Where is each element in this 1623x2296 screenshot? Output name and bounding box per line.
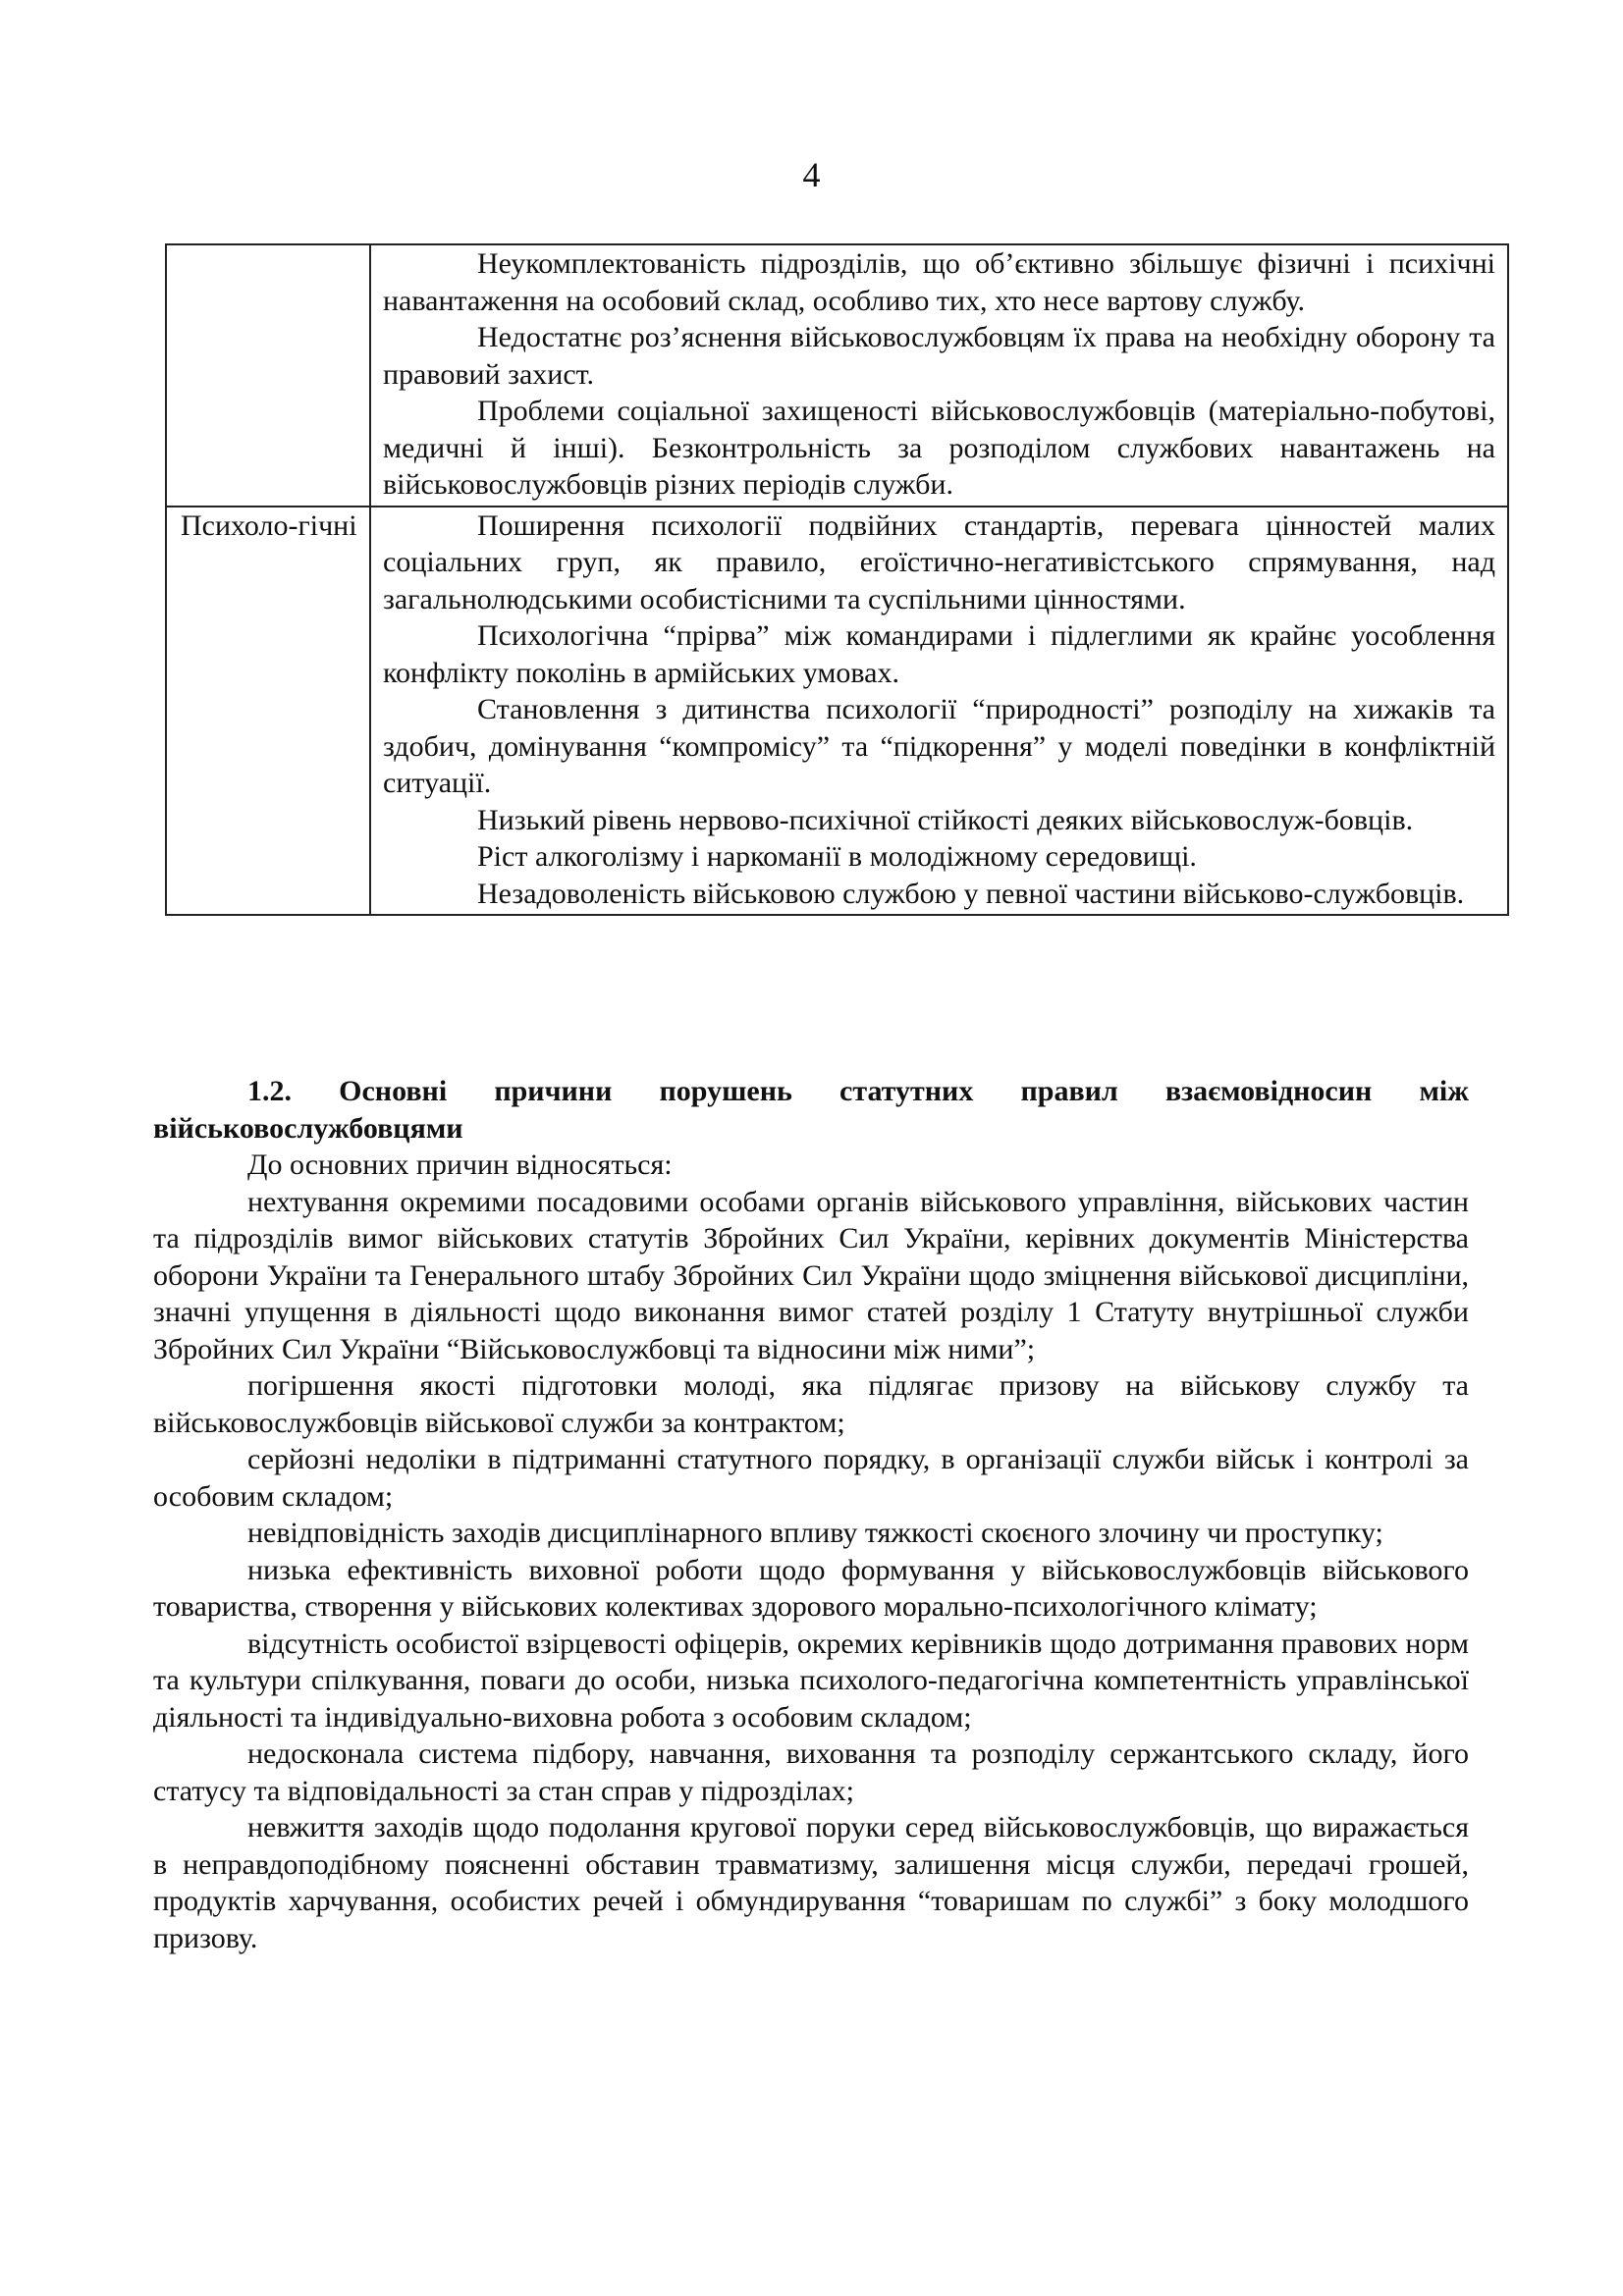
table-paragraph: Становлення з дитинства психології “природності” розподілу на хижаків та здобич, домінування “компромісу” та “підкорення” у моделі поведінки в конфліктній ситуації. xyxy=(383,693,1495,799)
page-number: 4 xyxy=(802,155,821,194)
table-paragraph: Незадоволеність військовою службою у певної частини військово-службовців. xyxy=(477,877,1465,910)
row-description xyxy=(370,244,1508,507)
table-paragraph: Проблеми соціальної захищеності військовослужбовців (матеріально-побутові, медичні й інші). Безконтрольність за розподілом службових навантажень на військовослужбовців різних періодів служби. xyxy=(383,395,1495,501)
row-category-label: Психоло-гічні xyxy=(166,507,370,916)
table-paragraph: Неукомплектованість підрозділів, що об’єктивно збільшує фізичні і психічні навантаження на особовий склад, особливо тих, хто несе вартову службу. xyxy=(383,247,1495,317)
row-description xyxy=(370,507,1508,916)
section-paragraph: недосконала система підбору, навчання, виховання та розподілу сержантського складу, його статусу та відповідальності за стан справ у підрозділах; xyxy=(153,1737,1469,1807)
section-paragraph: нехтування окремими посадовими особами органів військового управління, військових частин та підрозділів вимог військових статутів Збройних Сил України, керівних документів Міністерства оборони України та Генерального штабу Збройних Сил України щодо зміцнення військової дисципліни, значні упущення в діяльності щодо виконання вимог статей розділу 1 Статуту внутрішньої служби Збройних Сил України “Військовослужбовці та відносини між ними”; xyxy=(153,1185,1469,1365)
section-paragraph: серйозні недоліки в підтриманні статутного порядку, в організації служби військ і контролі за особовим складом; xyxy=(153,1443,1469,1513)
section-paragraph: До основних причин відносяться: xyxy=(247,1148,673,1181)
table-paragraph: Ріст алкоголізму і наркоманії в молодіжному середовищі. xyxy=(477,840,1197,873)
row-category-label xyxy=(166,244,370,507)
section-paragraph: невідповідність заходів дисциплінарного впливу тяжкості скоєного злочину чи проступку; xyxy=(247,1517,1383,1549)
table-paragraph: Поширення психології подвійних стандартів, перевага цінностей малих соціальних груп, як правило, егоїстично-негативістського спрямування, над загальнолюдськими особистісними та суспільними цінностями. xyxy=(383,508,1495,615)
section-paragraph: низька ефективність виховної роботи щодо формування у військовослужбовців військового товариства, створення у військових колективах здорового морально-психологічного клімату; xyxy=(153,1553,1469,1623)
section-paragraph: невжиття заходів щодо подолання кругової поруки серед військовослужбовців, що виражається в неправдоподібному поясненні обставин травматизму, залишення місця служби, передачі грошей, продуктів харчування, особистих речей і обмундирування “товаришам по службі” з боку молодшого призову. xyxy=(153,1811,1469,1954)
table-row xyxy=(166,244,1508,507)
section-paragraph: погіршення якості підготовки молоді, яка підлягає призову на військову службу та військовослужбовців військової служби за контрактом; xyxy=(153,1369,1469,1439)
table-row xyxy=(166,507,1508,916)
table-paragraph: Психологічна “прірва” між командирами і підлеглими як крайнє уособлення конфлікту поколінь в армійських умовах. xyxy=(383,619,1495,689)
section-paragraph: відсутність особистої взірцевості офіцерів, окремих керівників щодо дотримання правових норм та культури спілкування, поваги до особи, низька психолого-педагогічна компетентність управлінської діяльності та індивідуально-виховна робота з особовим складом; xyxy=(153,1627,1469,1734)
section-heading: 1.2. Основні причини порушень статутних правил взаємовідносин між військовослужбовцями xyxy=(153,1075,1469,1145)
table-paragraph: Недостатнє роз’яснення військовослужбовцям їх права на необхідну оборону та правовий захист. xyxy=(383,321,1495,391)
table-paragraph: Низький рівень нервово-психічної стійкості деяких військовослуж-бовців. xyxy=(477,803,1414,836)
causes-table xyxy=(165,243,1509,916)
section-1-2 xyxy=(153,1073,1469,1956)
